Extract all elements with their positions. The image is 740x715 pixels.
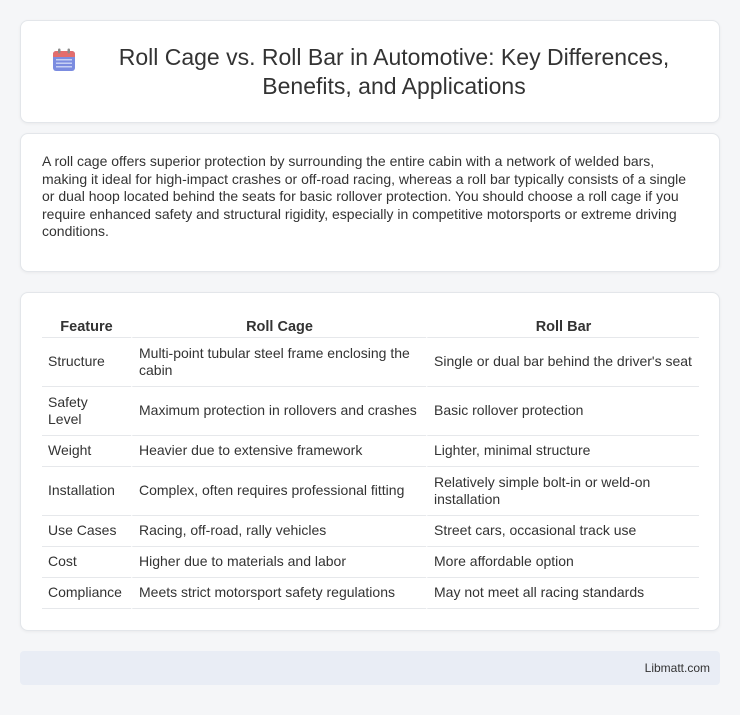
column-header-roll-cage: Roll Cage (131, 313, 426, 338)
row-feature: Compliance (42, 578, 131, 609)
intro-card (20, 133, 720, 272)
comparison-card (20, 292, 720, 631)
page-title: Roll Cage vs. Roll Bar in Automotive: Key Differences, Benefits, and Applications (118, 43, 670, 99)
title-card (20, 20, 720, 123)
row-roll-bar: Relatively simple bolt-in or weld-on installation (426, 467, 699, 516)
row-roll-bar: More affordable option (426, 547, 699, 578)
row-roll-bar: Single or dual bar behind the driver's seat (426, 338, 699, 387)
table-row (42, 516, 699, 547)
row-roll-cage: Higher due to materials and labor (131, 547, 426, 578)
intro-paragraph: A roll cage offers superior protection by surrounding the entire cabin with a network of welded bars, making it ideal for high-impact crashes or off-road racing, whereas a roll bar typically consists of a single or dual hoop located behind the seats for basic rollover protection. You should choose a roll cage if you require enhanced safety and structural rigidity, especially in competitive motorsports or extreme driving conditions. (42, 153, 687, 239)
comparison-table (42, 313, 699, 609)
row-feature: Use Cases (42, 516, 131, 547)
footer-brand-link[interactable]: Libmatt.com (644, 661, 710, 675)
table-header-row (42, 313, 699, 338)
row-roll-cage: Heavier due to extensive framework (131, 436, 426, 467)
table-row (42, 467, 699, 516)
footer (20, 651, 720, 685)
row-feature: Weight (42, 436, 131, 467)
calendar-icon (51, 47, 77, 73)
table-row (42, 436, 699, 467)
column-header-feature: Feature (42, 313, 131, 338)
row-feature: Structure (42, 338, 131, 387)
row-roll-cage: Multi-point tubular steel frame enclosing the cabin (131, 338, 426, 387)
table-row (42, 387, 699, 436)
row-roll-bar: May not meet all racing standards (426, 578, 699, 609)
table-row (42, 547, 699, 578)
row-roll-cage: Meets strict motorsport safety regulations (131, 578, 426, 609)
table-row (42, 338, 699, 387)
table-row (42, 578, 699, 609)
row-roll-bar: Street cars, occasional track use (426, 516, 699, 547)
row-feature: Cost (42, 547, 131, 578)
row-roll-cage: Racing, off-road, rally vehicles (131, 516, 426, 547)
row-roll-cage: Complex, often requires professional fitting (131, 467, 426, 516)
row-feature: Installation (42, 467, 131, 516)
column-header-roll-bar: Roll Bar (426, 313, 699, 338)
row-feature: Safety Level (42, 387, 131, 436)
row-roll-bar: Basic rollover protection (426, 387, 699, 436)
row-roll-cage: Maximum protection in rollovers and crashes (131, 387, 426, 436)
row-roll-bar: Lighter, minimal structure (426, 436, 699, 467)
title-wrap (51, 43, 689, 101)
